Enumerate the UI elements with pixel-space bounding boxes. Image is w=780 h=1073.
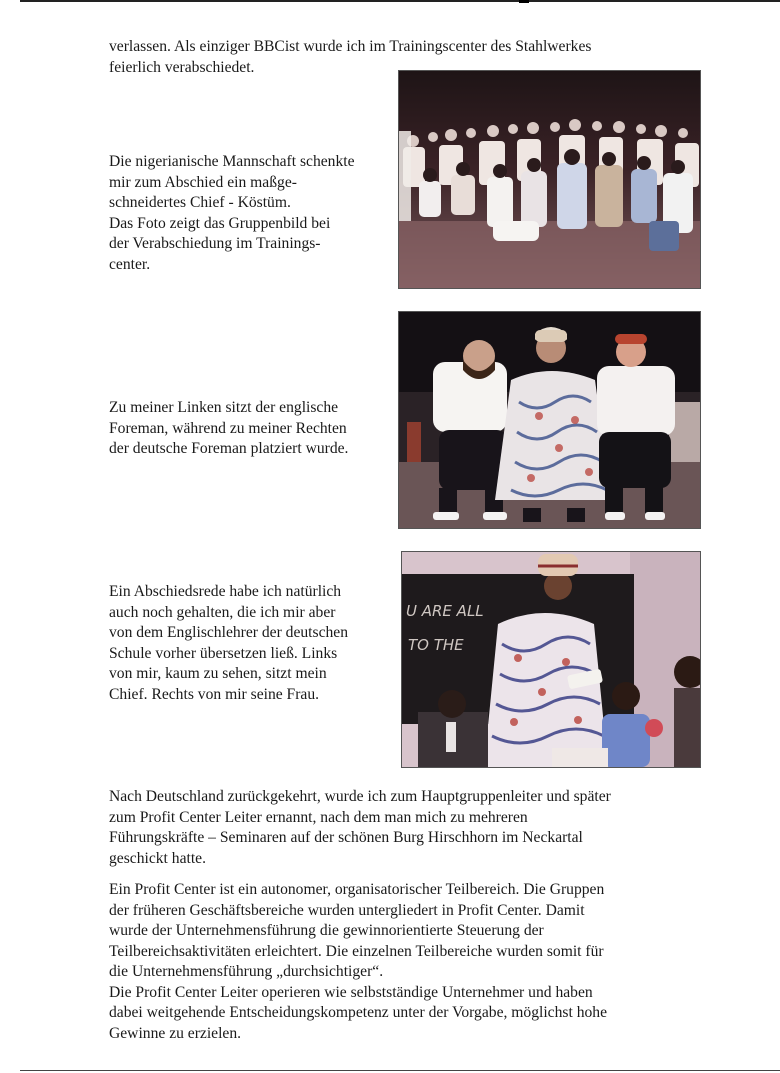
paragraph-profit-center: Ein Profit Center ist ein autonomer, organisatorischer Teilbereich. Die Gruppen der früheren Geschäftsbereiche wurden untergliedert in Profit Center. Damit wurde der Unternehmensführung die gewinnorientierte Steuerung der Teilbereichsaktivitäten erleichtert. Die einzelnen Teilbereiche wurden somit für die Unternehmensführung „durchsichtiger“. Die Profit Center Leiter operieren wie selbstständige Unternehmer und haben dabei weitgehende Entscheidungskompetenz unter der Vorgabe, möglichst hohe Gewinne zu erzielen. [109,881,608,1042]
chalk-text-line1: U ARE ALL [406,602,484,620]
speech-photo-caption: Ein Abschiedsrede habe ich natürlich auch noch gehalten, die ich mir aber von dem Englischlehrer der deutschen Schule vorher übersetzen ließ. Links von mir, kaum zu sehen, sitzt mein Chief. Rechts von mir seine Frau. [109,583,349,703]
intro-text: verlassen. Als einziger BBCist wurde ich im Trainingscenter des Stahlwerkes feierlich verabschiedet. [109,38,592,76]
scan-top-mark [519,0,529,3]
scan-top-edge [20,0,780,2]
paragraph-return: Nach Deutschland zurückgekehrt, wurde ich zum Hauptgruppenleiter und später zum Profit Center Leiter ernannt, nach dem man mich zu mehreren Führungskräfte – Seminaren auf der schönen Burg Hirschhorn im Neckartal geschickt hatte. [109,788,611,867]
chalk-text-line2: TO THE [408,636,464,654]
scan-bottom-edge [20,1070,780,1071]
three-men-caption: Zu meiner Linken sitzt der englische Foreman, während zu meiner Rechten der deutsche Foreman platziert wurde. [109,399,349,457]
speech-photo [401,551,701,768]
group-photo [398,70,701,289]
three-men-photo [398,311,701,529]
group-photo-caption: Die nigerianische Mannschaft schenkte mir zum Abschied ein maßge- schneidertes Chief - Köstüm. Das Foto zeigt das Gruppenbild bei der Verabschiedung im Trainings- center. [109,153,355,273]
